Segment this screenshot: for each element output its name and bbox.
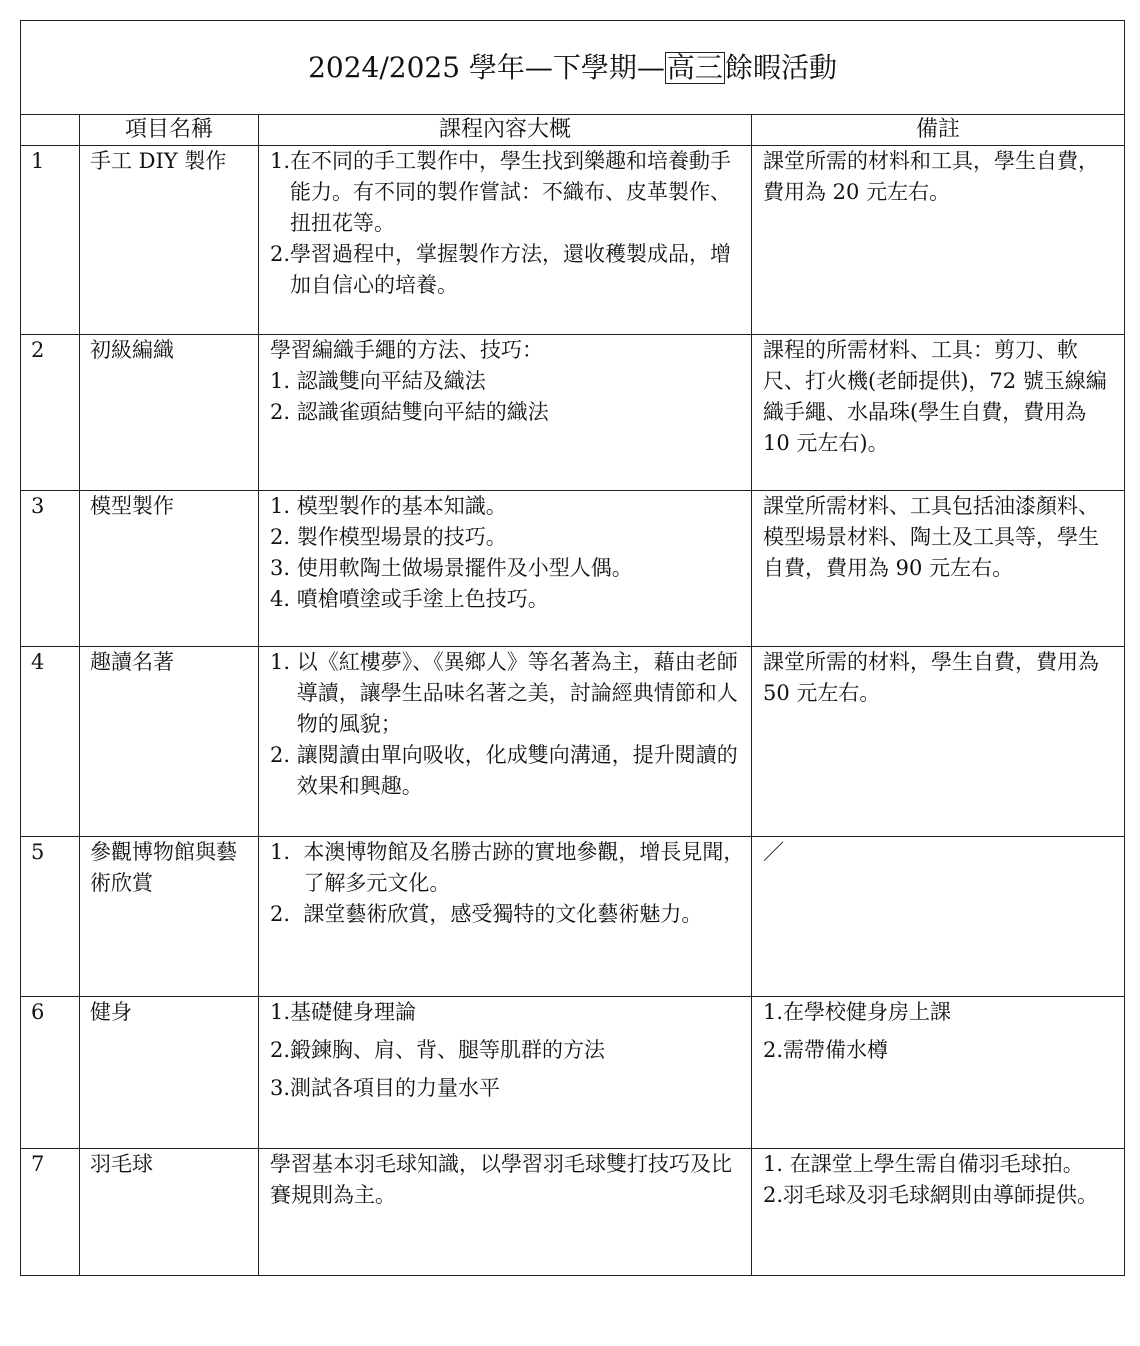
list-marker: 1. [270,369,297,393]
note-list [763,997,1118,1066]
row-number: 4 [21,647,80,837]
note-text: 課堂所需的材料和工具，學生自費，費用為 20 元左右。 [763,149,1099,204]
list-marker: 4. [270,587,297,611]
title-boxed-grade: 高三 [666,50,723,84]
row-item-name: 羽毛球 [80,1149,259,1276]
list-item [270,1035,745,1066]
list-marker: 1. [270,1000,291,1024]
row-number: 6 [21,997,80,1149]
content-intro: 學習編織手繩的方法、技巧： [270,338,543,362]
list-text: 在課堂上學生需自備羽毛球拍。 [789,1152,1084,1176]
row-content [259,146,752,335]
list-text: 本澳博物館及名勝古跡的實地參觀，增長見聞，了解多元文化。 [303,840,745,895]
row-item-name: 參觀博物館與藝術欣賞 [80,837,259,997]
list-item [270,491,745,522]
row-note [752,647,1125,837]
list-item [763,1180,1118,1211]
row-note [752,491,1125,647]
row-content [259,491,752,647]
row-number: 1 [21,146,80,335]
list-text: 模型製作的基本知識。 [296,494,507,518]
table-row [21,837,1125,997]
list-marker: 2. [270,902,304,926]
row-number: 5 [21,837,80,997]
list-item [270,522,745,553]
list-item [270,146,745,239]
header-content: 課程內容大概 [259,115,752,146]
note-text: ／ [763,840,784,864]
list-item [270,239,745,301]
row-note [752,1149,1125,1276]
note-list [763,1149,1118,1211]
list-text: 在不同的手工製作中，學生找到樂趣和培養動手能力。有不同的製作嘗試：不織布、皮革製作、扭扭花等。 [290,149,732,235]
list-marker: 1. [270,494,297,518]
list-text: 製作模型場景的技巧。 [296,525,507,549]
list-text: 認識雙向平結及織法 [296,369,486,393]
row-item-name: 健身 [80,997,259,1149]
list-item [270,397,745,428]
note-text: 課堂所需材料、工具包括油漆顏料、模型場景材料、陶土及工具等，學生自費，費用為 90 元左右。 [763,494,1099,580]
list-marker: 1. [270,650,297,674]
table-row [21,647,1125,837]
list-item [270,740,745,802]
note-text: 課堂所需的材料，學生自費，費用為 50 元左右。 [763,650,1099,705]
row-item-name: 模型製作 [80,491,259,647]
list-text: 課堂藝術欣賞，感受獨特的文化藝術魅力。 [303,902,703,926]
list-text: 羽毛球及羽毛球網則由導師提供。 [783,1183,1099,1207]
list-text: 讓閱讀由單向吸收，化成雙向溝通，提升閱讀的效果和興趣。 [296,743,738,798]
header-name: 項目名稱 [80,115,259,146]
list-text: 噴槍噴塗或手塗上色技巧。 [296,587,549,611]
list-text: 需帶備水樽 [783,1038,889,1062]
list-marker: 2. [763,1038,784,1062]
row-note [752,837,1125,997]
list-item [270,647,745,740]
row-item-name: 初級編織 [80,335,259,491]
list-text: 認識雀頭結雙向平結的織法 [296,400,549,424]
list-marker: 2. [763,1183,784,1207]
list-marker: 1. [270,149,291,173]
row-note [752,997,1125,1149]
content-list [270,837,745,930]
row-number: 7 [21,1149,80,1276]
list-text: 學習過程中，掌握製作方法，還收穫製成品，增加自信心的培養。 [290,242,732,297]
row-note [752,335,1125,491]
list-text: 鍛鍊胸、肩、背、腿等肌群的方法 [290,1038,606,1062]
list-marker: 1. [270,840,304,864]
list-marker: 2. [270,743,297,767]
list-item [270,584,745,615]
content-list [270,491,745,615]
row-item-name: 趣讀名著 [80,647,259,837]
list-marker: 1. [763,1152,790,1176]
table-row [21,491,1125,647]
list-marker: 2. [270,525,297,549]
content-list [270,997,745,1104]
list-marker: 2. [270,400,297,424]
list-item [763,997,1118,1028]
row-note [752,146,1125,335]
list-text: 使用軟陶土做場景擺件及小型人偶。 [296,556,633,580]
list-item [270,553,745,584]
row-content [259,997,752,1149]
header-note: 備註 [752,115,1125,146]
list-text: 在學校健身房上課 [783,1000,952,1024]
document-title [21,21,1125,115]
table-row [21,1149,1125,1276]
header-number [21,115,80,146]
table-body [21,146,1125,1276]
list-item [270,997,745,1028]
list-item [763,1035,1118,1066]
list-marker: 3. [270,556,297,580]
list-text: 測試各項目的力量水平 [290,1076,501,1100]
list-item [763,1149,1118,1180]
row-number: 3 [21,491,80,647]
table-row [21,335,1125,491]
row-number: 2 [21,335,80,491]
list-marker: 3. [270,1076,291,1100]
list-marker: 2. [270,1038,291,1062]
title-row [21,21,1125,115]
list-item [270,837,745,899]
content-list [270,146,745,301]
list-text: 基礎健身理論 [290,1000,417,1024]
header-row [21,115,1125,146]
note-text: 課程的所需材料、工具：剪刀、軟尺、打火機(老師提供)，72 號玉線編織手繩、水晶珠(學生自費，費用為 10 元左右)。 [763,338,1107,455]
list-item [270,1073,745,1104]
table-row [21,146,1125,335]
row-content [259,335,752,491]
list-item [270,366,745,397]
content-list [270,647,745,802]
row-content [259,1149,752,1276]
activity-table [20,20,1125,1276]
list-item [270,899,745,930]
content-intro: 學習基本羽毛球知識，以學習羽毛球雙打技巧及比賽規則為主。 [270,1152,732,1207]
title-prefix: 2024/2025 學年—下學期— [308,50,665,84]
content-list [270,366,745,428]
title-suffix: 餘暇活動 [724,50,837,84]
list-text: 以《紅樓夢》、《異鄉人》等名著為主，藉由老師導讀，讓學生品味名著之美，討論經典情節和人物的風貌； [296,650,738,736]
table-row [21,997,1125,1149]
row-content [259,837,752,997]
row-item-name: 手工 DIY 製作 [80,146,259,335]
list-marker: 2. [270,242,291,266]
list-marker: 1. [763,1000,784,1024]
row-content [259,647,752,837]
